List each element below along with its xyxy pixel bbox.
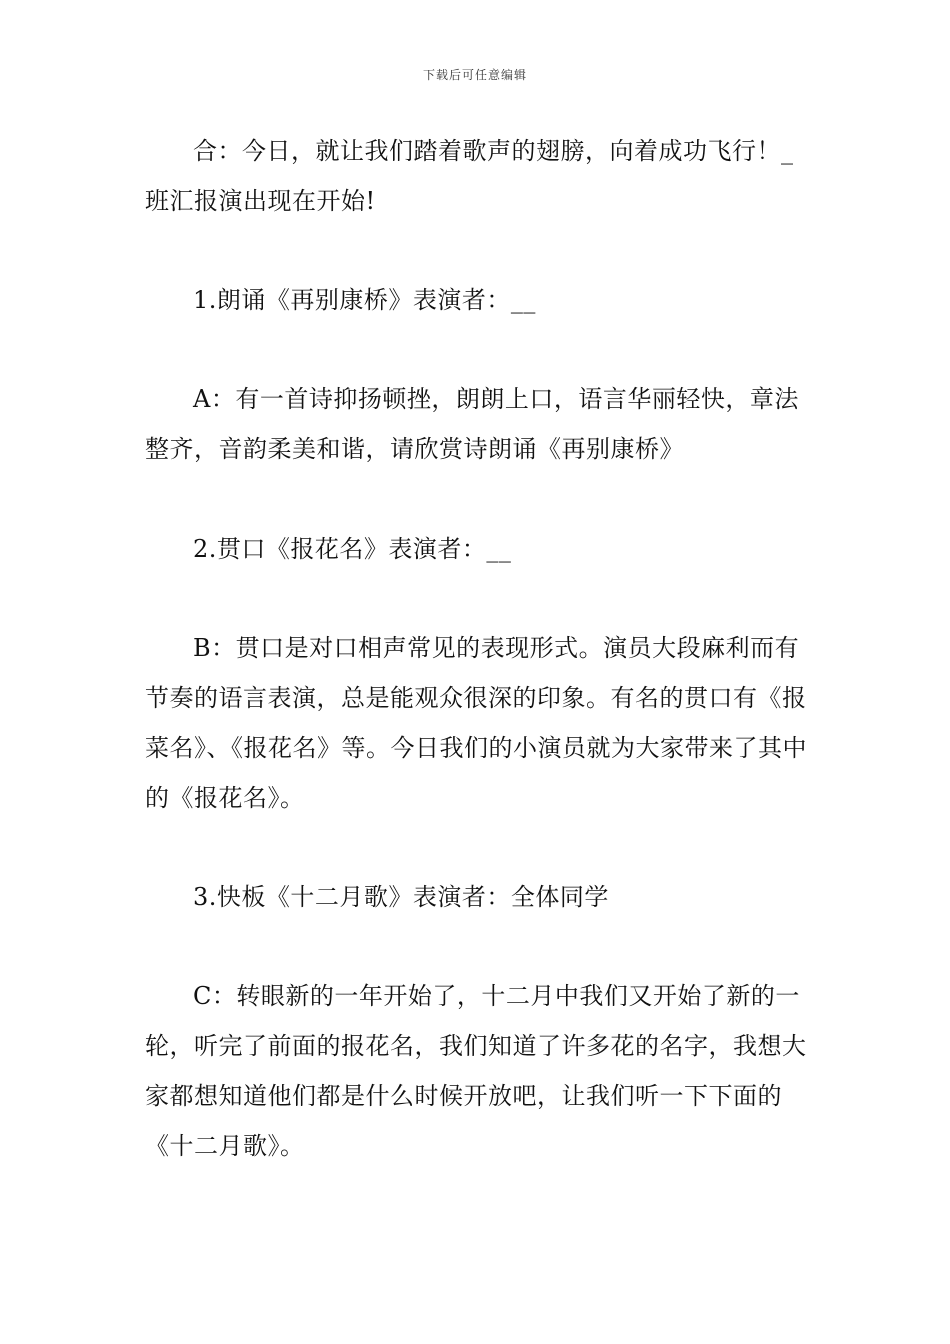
- paragraph-host-c: C：转眼新的一年开始了，十二月中我们又开始了新的一轮，听完了前面的报花名，我们知道了许多花的名字，我想大家都想知道他们都是什么时候开放吧，让我们听一下下面的《十二月歌》。: [145, 982, 807, 1160]
- paragraph-item-2-title: 2.贯口《报花名》表演者：__: [193, 535, 512, 563]
- paragraph-opening: 合：今日，就让我们踏着歌声的翅膀，向着成功飞行！_班汇报演出现在开始!: [145, 137, 794, 215]
- paragraph-item-1-title: 1.朗诵《再别康桥》表演者：__: [193, 286, 536, 314]
- paragraph-host-a: A：有一首诗抑扬顿挫，朗朗上口，语言华丽轻快，章法整齐，音韵柔美和谐，请欣赏诗朗诵《再别康桥》: [145, 385, 799, 463]
- paragraph-item-3-title: 3.快板《十二月歌》表演者：全体同学: [193, 883, 609, 911]
- header-note: 下载后可任意编辑: [422, 68, 527, 82]
- paragraph-host-b: B：贯口是对口相声常见的表现形式。演员大段麻利而有节奏的语言表演，总是能观众很深的印象。有名的贯口有《报菜名》、《报花名》等。今日我们的小演员就为大家带来了其中的《报花名》。: [145, 634, 807, 812]
